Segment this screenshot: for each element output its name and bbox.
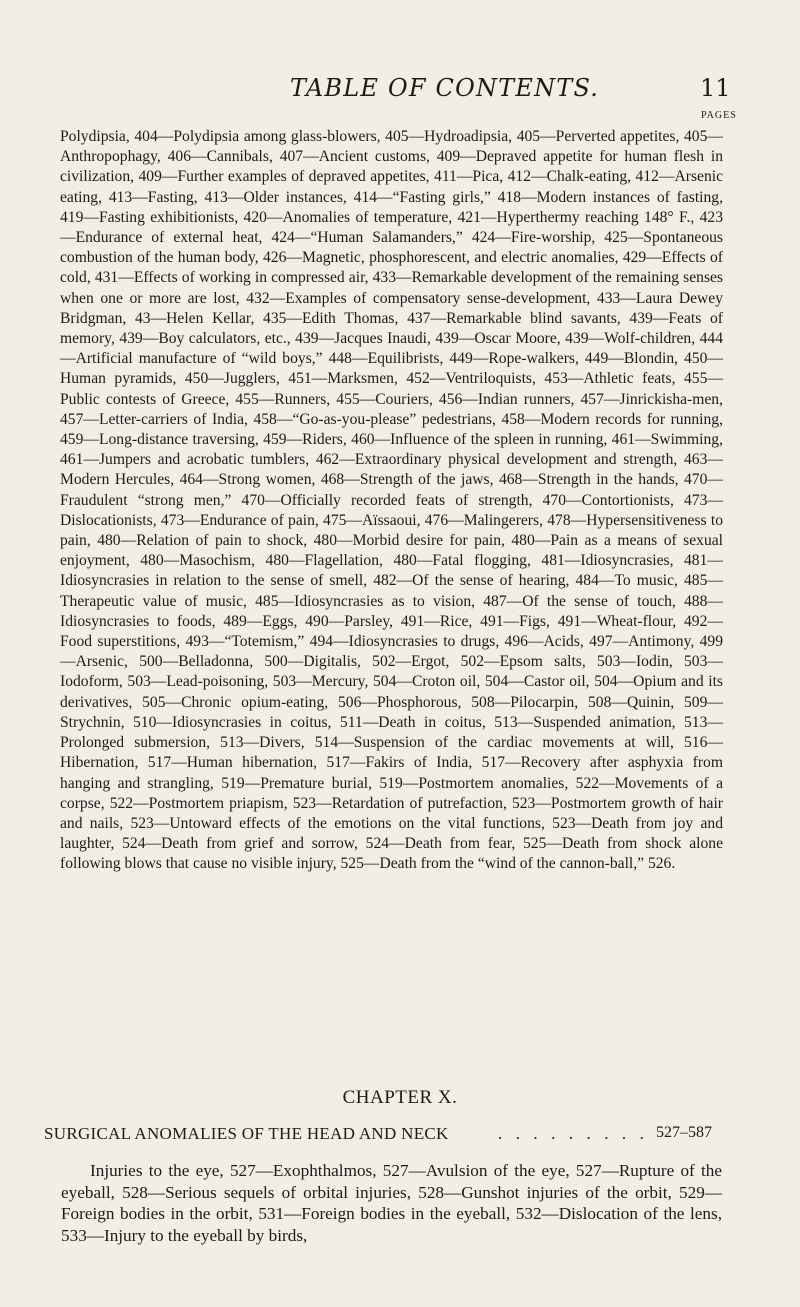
running-head [0,74,800,104]
chapter-contents-paragraph: Injuries to the eye, 527—Exophthalmos, 527—Avulsion of the eye, 527—Rupture of the eyeball, 528—Serious sequels of orbital injuries, 528—Gunshot injuries of the orbit, 529—Foreign bodies in the orbit, 531—Foreign bodies in the eyeball, 532—Dislocation of the lens, 533—Injury to the eyeball by birds, [61,1161,722,1245]
running-title: TABLE OF CONTENTS. [290,74,600,102]
pages-column-label: PAGES [701,110,737,121]
chapter-title: SURGICAL ANOMALIES OF THE HEAD AND NECK [44,1124,449,1143]
chapter-title-line [44,1124,744,1148]
chapter-page-range: 527–587 [656,1124,712,1141]
contents-paragraph: Polydipsia, 404—Polydipsia among glass-blowers, 405—Hydroadipsia, 405—Perverted appetites, 405—Anthropophagy, 406—Cannibals, 407—Ancient customs, 409—Depraved appetite for human flesh in civilization, 409—Further examples of depraved appetites, 411—Pica, 412—Chalk-eating, 412—Arsenic eating, 413—Fasting, 413—Older instances, 414—“Fasting girls,” 418—Modern instances of fasting, 419—Fasting exhibitionists, 420—Anomalies of temperature, 421—Hyperthermy reaching 148° F., 423—Endurance of external heat, 424—“Human Salamanders,” 424—Fire-worship, 425—Spontaneous combustion of the human body, 426—Magnetic, phosphorescent, and electric anomalies, 429—Effects of cold, 431—Effects of working in compressed air, 433—Remarkable development of the remaining senses when one or more are lost, 432—Examples of compensatory sense-development, 433—Laura Dewey Bridgman, 43—Helen Kellar, 435—Edith Thomas, 437—Remarkable blind savants, 439—Feats of memory, 439—Boy calculators, etc., 439—Jacques Inaudi, 439—Oscar Moore, 439—Wolf-children, 444—Artificial manufacture of “wild boys,” 448—Equilibrists, 449—Rope-walkers, 449—Blondin, 450—Human pyramids, 450—Jugglers, 451—Marksmen, 452—Ventriloquists, 453—Athletic feats, 455—Public contests of Greece, 455—Runners, 455—Couriers, 456—Indian runners, 457—Jinrickisha-men, 457—Letter-carriers of India, 458—“Go-as-you-please” pedestrians, 458—Modern records for running, 459—Long-distance traversing, 459—Riders, 460—Influence of the spleen in running, 461—Swimming, 461—Jumpers and acrobatic tumblers, 462—Extraordinary physical development and strength, 463—Modern Hercules, 464—Strong women, 468—Strength of the jaws, 468—Strength in the hands, 470—Fraudulent “strong men,” 470—Officially recorded feats of strength, 470—Contortionists, 473—Dislocationists, 473—Endurance of pain, 475—Aïssaoui, 476—Malingerers, 478—Hypersensitiveness to pain, 480—Relation of pain to shock, 480—Morbid desire for pain, 480—Pain as a means of sexual enjoyment, 480—Masochism, 480—Flagellation, 480—Fatal flogging, 481—Idiosyncrasies, 481—Idiosyncrasies in relation to the sense of smell, 482—Of the sense of hearing, 484—To music, 485—Therapeutic value of music, 485—Idiosyncrasies as to vision, 487—Of the sense of touch, 488—Idiosyncrasies to foods, 489—Eggs, 490—Parsley, 491—Rice, 491—Figs, 491—Wheat-flour, 492—Food superstitions, 493—“Totemism,” 494—Idiosyncrasies to drugs, 496—Acids, 497—Antimony, 499—Arsenic, 500—Belladonna, 500—Digitalis, 502—Ergot, 502—Epsom salts, 503—Iodin, 503—Iodoform, 503—Lead-poisoning, 503—Mercury, 504—Croton oil, 504—Castor oil, 504—Opium and its derivatives, 505—Chronic opium-eating, 506—Phosphorous, 508—Pilocarpin, 508—Quinin, 509—Strychnin, 510—Idiosyncrasies in coitus, 511—Death in coitus, 513—Suspended animation, 513—Prolonged submersion, 513—Divers, 514—Suspension of the cardiac movements at will, 516—Hibernation, 517—Human hibernation, 517—Fakirs of India, 517—Recovery after asphyxia from hanging and strangling, 519—Premature burial, 519—Postmortem anomalies, 522—Movements of a corpse, 522—Postmortem priapism, 523—Retardation of putrefaction, 523—Postmortem growth of hair and nails, 523—Untoward effects of the emotions on the vital functions, 523—Death from joy and laughter, 524—Death from grief and sorrow, 524—Death from fear, 525—Death from shock alone following blows that cause no visible injury, 525—Death from the “wind of the cannon-ball,” 526. [60,128,723,873]
page-number: 11 [700,74,731,102]
chapter-heading: CHAPTER X. [342,1087,458,1108]
dot-leader: . . . . . . . . . [498,1124,649,1143]
